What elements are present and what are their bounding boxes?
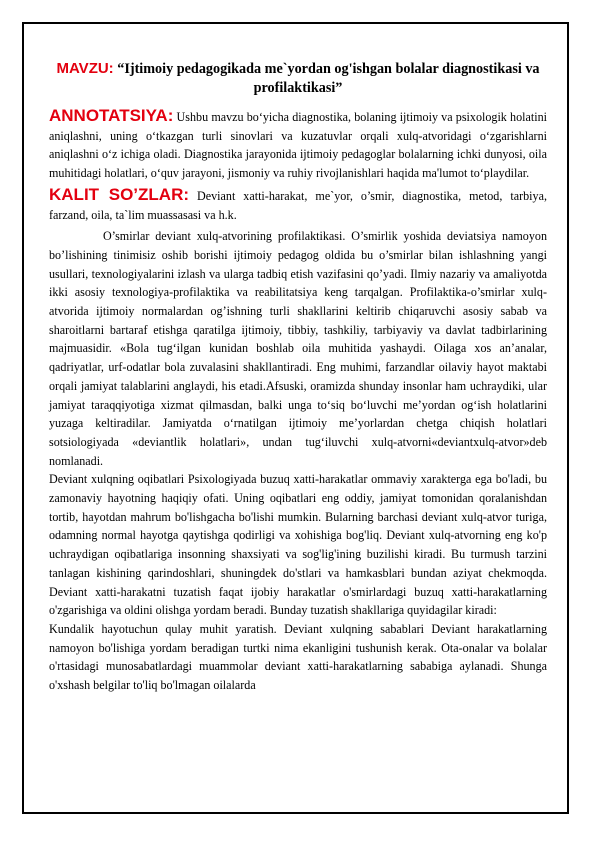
document-title — [49, 59, 547, 98]
document-body — [49, 59, 547, 695]
title-label: MAVZU: — [56, 60, 114, 77]
annotation-label: ANNOTATSIYA: — [49, 106, 174, 125]
body-paragraph-3: Kundalik hayotuchun qulay muhit yaratish. Deviant xulqning sabablari Deviant harakatlarning namoyon bo'lishiga yordam beradigan turtki nima ekanligini tushunish kerak. Ota-onalar va bolalar o'rtasidagi munosabatlardagi muammolar deviant xatti-harakatlarning sababiga aylanadi. Shunga o'xshash belgilar to'liq bo'lmagan oilalarda — [49, 621, 547, 693]
keywords-label: KALIT SO’ZLAR: — [49, 184, 190, 204]
keywords-paragraph — [49, 186, 547, 224]
annotation-text: Ushbu mavzu bo‘yicha diagnostika, bolaning ijtimoiy va psixologik holatini aniqlashni, uning o‘tkazgan turli sinovlari va kuzatuvlar orqali xulq-atvoridagi o‘zgarishlarni aniqlashni o‘z ichiga oladi. Diagnostika jarayonida ijtimoiy pedagoglar bolalarning ichki dunyosi, oila muhitidagi holatlari, o‘quv jarayoni, jismoniy va ruhiy rivojlanishlari haqida ma'lumot to‘playdilar. — [49, 110, 547, 181]
body-paragraph-1: O’smirlar deviant xulq-atvorining profilaktikasi. O’smirlik yoshida deviatsiya namoyon bo’lishining tinimisiz oshib borishi ijtimoiy pedagog oldida bu o’smirlar bilan ishlashning yangi usullari, texnologiyalarini izlash va ularga tadbiq etish vazifasini qo’yadi. Ilmiy nazariy va amaliyotda ikki asosiy texnologiya-profilaktika va reabilitatsiya keng tarqalgan. Profilaktika-o’smirlar xulq-atvorida ijtimoiy normalardan og’ishning turli shakllarini keltirib chiqaruvchi asosiy sabab va sharoitlarni bartaraf etishga qaratilga ijtimoiy, tibbiy, tashkiliy, tarbiyaviy va davlat tadbirlarining majmuasidir. «Bola tug‘ilgan kunidan boshlab oila muhitida yashaydi. Oilaga xos an’analar, qadriyatlar, urf-odatlar bola zuvalasini shakllantiradi. Eng muhimi, farzandlar oilaviy hayot maktabi orqali jamiyat talablarini anglaydi, his etadi.Afsuski, oramizda shunday insonlar ham uchraydiki, ular jamiyat taraqqiyotiga xizmat qilmasdan, balki unga to‘siq bo‘luvchi me’yordan og‘ish holatlarini yuzaga keltiradilar. Jamiyatda o‘rnatilgan ijtimoiy me’yorlardan chetga chiqish holatlari sotsiologiyada «deviantlik holatlari», undan tug‘iluvchi xulq-atvorni«deviantxulq-atvor»deb nomlanadi. — [49, 229, 547, 468]
title-text: “Ijtimoiy pedagogikada me`yordan og'ishgan bolalar diagnostikasi va profilaktikasi” — [117, 61, 540, 96]
keywords-text: Deviant xatti-harakat, me`yor, o’smir, diagnostika, metod, tarbiya, farzand, oila, ta`lim muassasasi va h.k. — [49, 188, 547, 222]
annotation-paragraph — [49, 107, 547, 183]
body-paragraph-2: Deviant xulqning oqibatlari Psixologiyada buzuq xatti-harakatlar ommaviy xarakterga ega bo'ladi, bu zamonaviy hayotning haqiqiy ofati. Uning oqibatlari eng oddiy, jamiyat tomonidan qoralanishdan tortib, hayotdan mahrum bo'lishgacha bo'lishi mumkin. Bularning barchasi deviant xulq-atvor turiga, odamning normal hayotga qaytishga qodirligi va xohishiga bog'liq. Deviant xulq-atvorning eng ko'p uchraydigan oqibatlariga insonning shaxsiyati va sog'lig'ining buzilishi kiradi. Bu turmush tarzini tanlagan kishining qarindoshlari, shuningdek do'stlari va hamkasblari bundan aziyat chekmoqda. Deviant xatti-harakatni tuzatish faqat ijobiy harakatlar o'smirlardagi buzuq xatti-harakatlarning o'zgarishiga va oldini olishga yordam beradi. Bunday tuzatish shakllariga quyidagilar kiradi: — [49, 472, 547, 618]
